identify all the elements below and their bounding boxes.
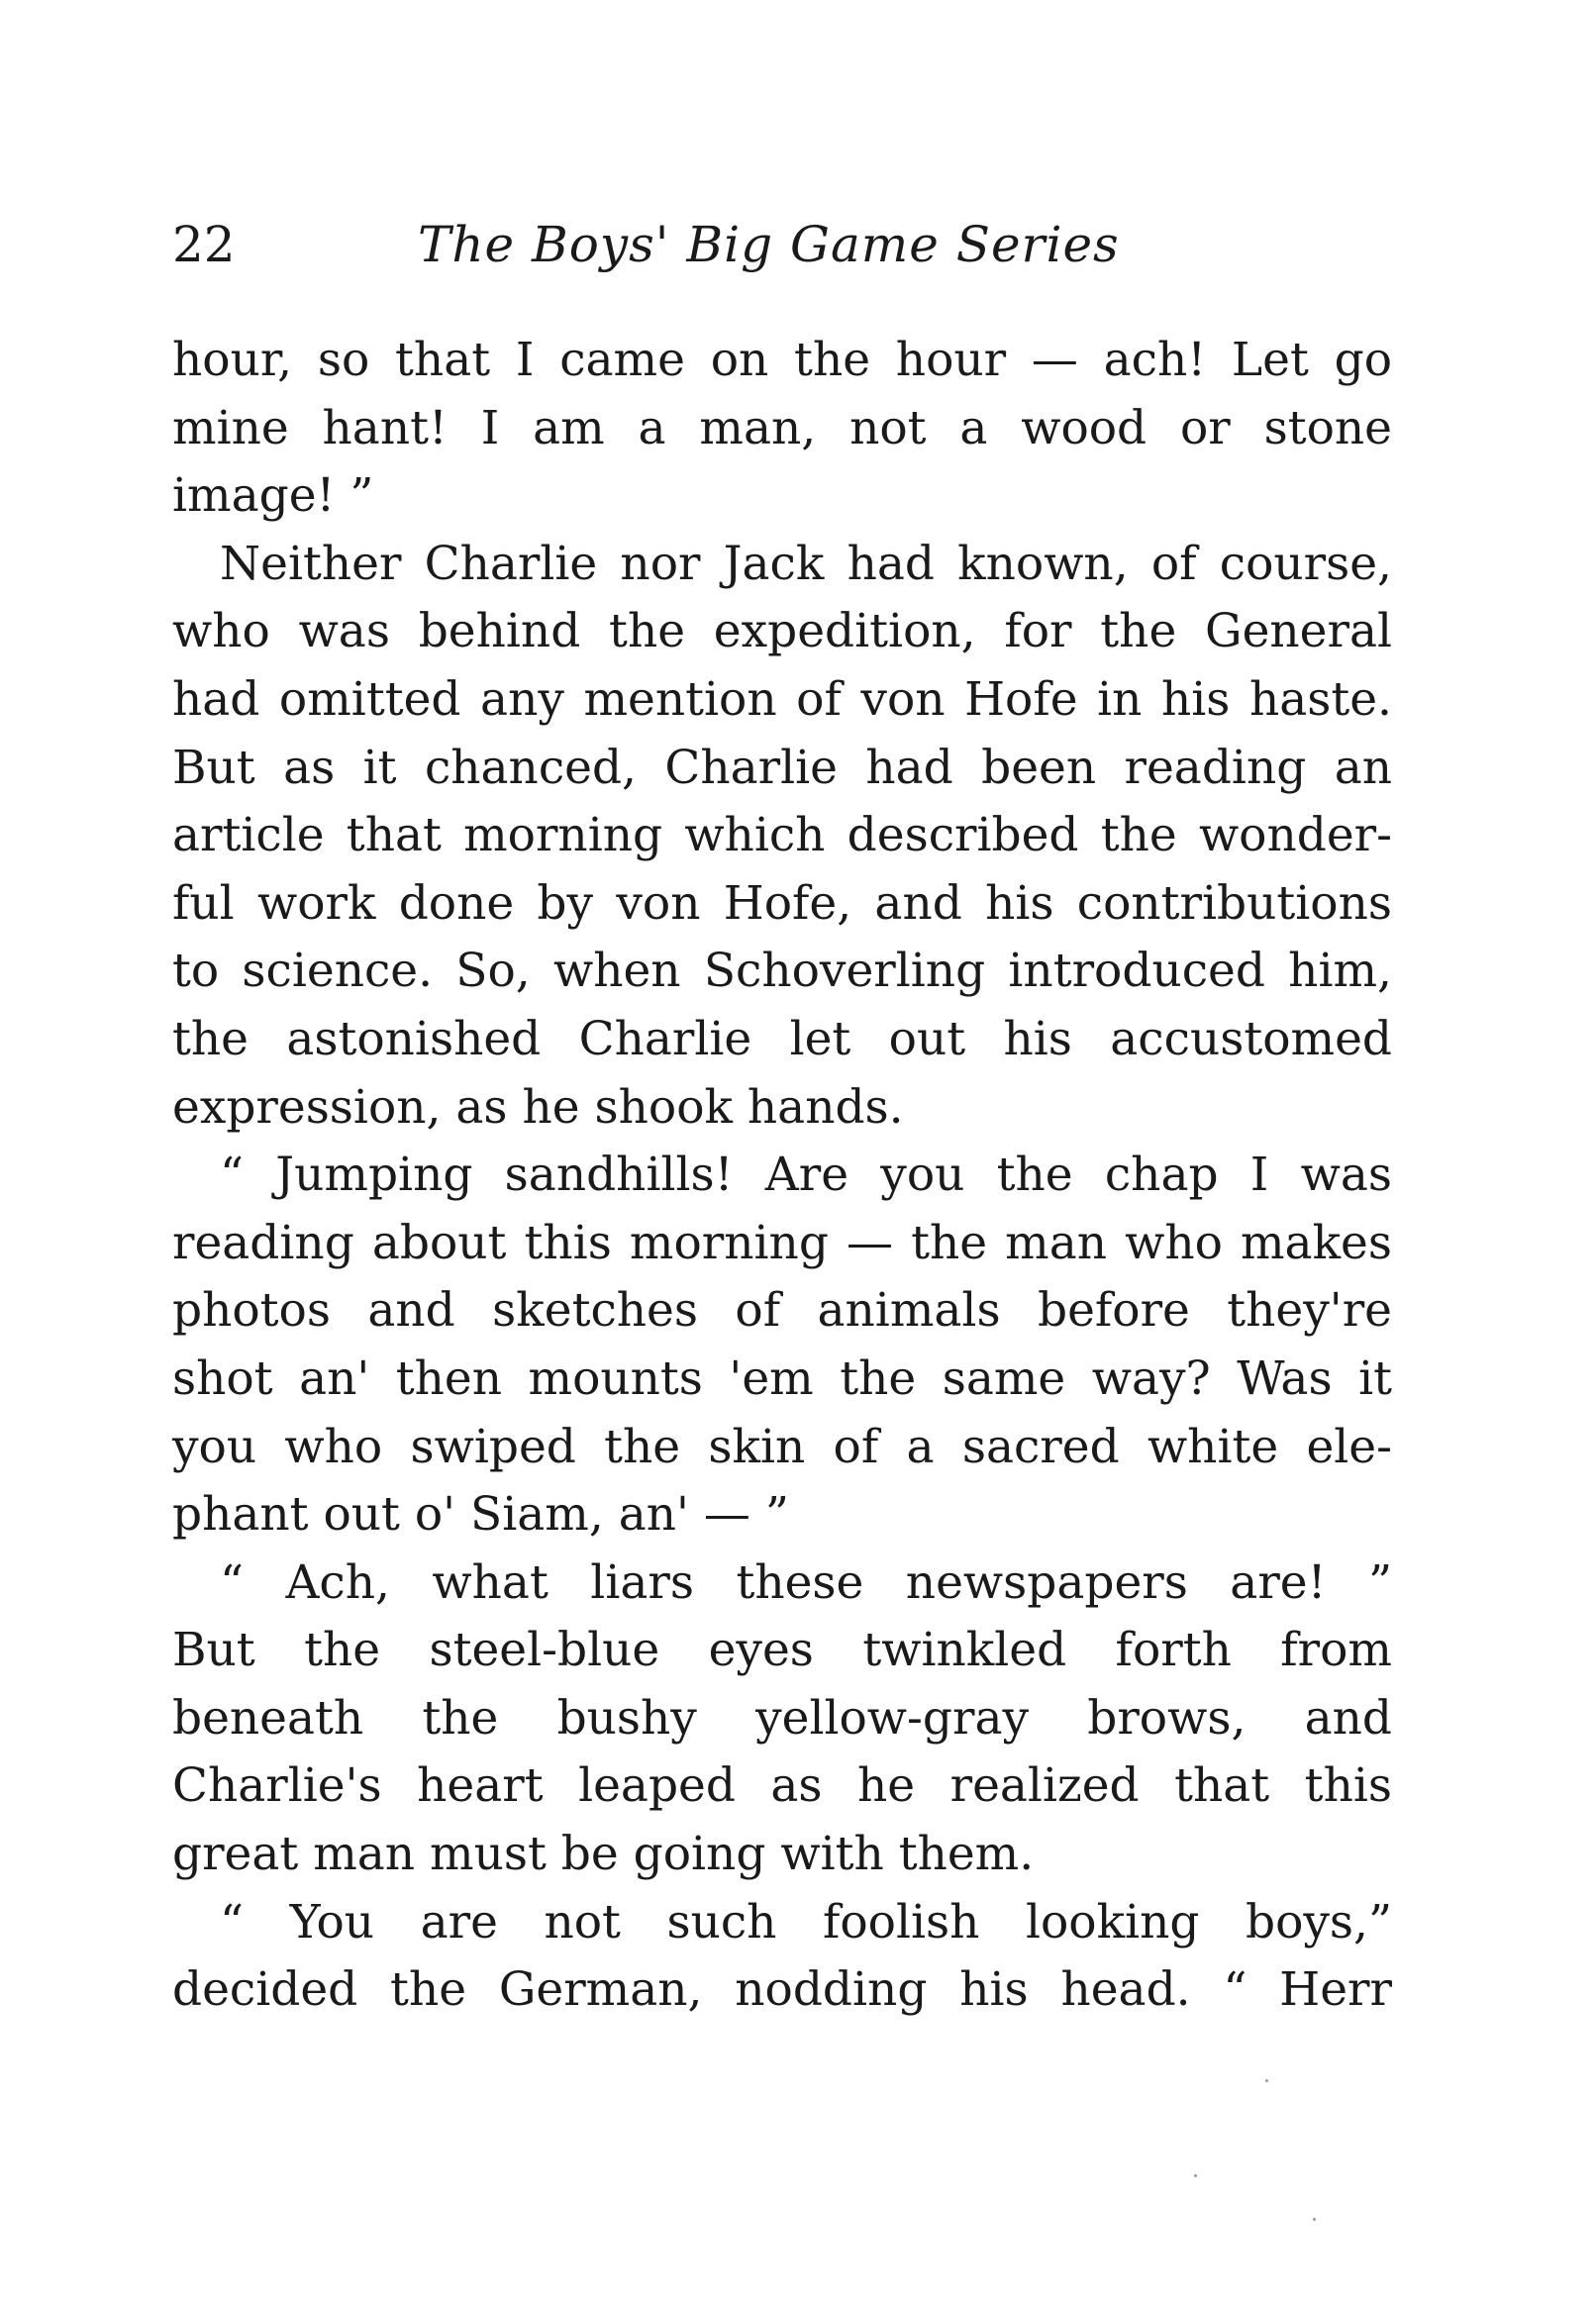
text-line: to science. So, when Schoverling introduced him, <box>172 944 1392 999</box>
text-line: great man must be going with them. <box>172 1827 1035 1882</box>
body-text <box>172 327 1392 2025</box>
page-number: 22 <box>172 216 236 273</box>
text-line: ful work done by von Hofe, and his contributions <box>172 875 1392 931</box>
speck <box>1313 2218 1316 2221</box>
text-line: who was behind the expedition, for the General <box>172 604 1392 659</box>
text-line: expression, as he shook hands. <box>172 1079 904 1135</box>
text-line: But as it chanced, Charlie had been reading an <box>172 740 1392 795</box>
text-line: But the steel-blue eyes twinkled forth from <box>172 1623 1392 1678</box>
speck <box>1194 2174 1197 2177</box>
text-line: image! ” <box>172 468 374 524</box>
text-line: “ You are not such foolish looking boys,” <box>220 1894 1392 1949</box>
text-line: Neither Charlie nor Jack had known, of course, <box>220 536 1392 591</box>
text-line: reading about this morning — the man who makes <box>172 1215 1392 1270</box>
text-line: photos and sketches of animals before they're <box>172 1283 1392 1339</box>
text-line: had omitted any mention of von Hofe in his haste. <box>172 671 1392 727</box>
text-line: article that morning which described the wonder- <box>172 808 1392 863</box>
text-line: “ Ach, what liars these newspapers are! ” <box>220 1554 1392 1610</box>
text-line: “ Jumping sandhills! Are you the chap I was <box>220 1148 1392 1203</box>
text-line: the astonished Charlie let out his accustomed <box>172 1011 1392 1066</box>
speck <box>1265 2079 1268 2082</box>
text-line: decided the German, nodding his head. “ Herr <box>172 1962 1392 2018</box>
running-head <box>172 210 1400 279</box>
book-title: The Boys' Big Game Series <box>418 216 1120 273</box>
text-line: Charlie's heart leaped as he realized that this <box>172 1758 1392 1814</box>
text-line: beneath the bushy yellow-gray brows, and <box>172 1690 1392 1746</box>
text-line: mine hant! I am a man, not a wood or stone <box>172 400 1392 455</box>
text-line: you who swiped the skin of a sacred white ele- <box>172 1419 1392 1474</box>
text-line: phant out o' Siam, an' — ” <box>172 1487 789 1543</box>
text-line: shot an' then mounts 'em the same way? Was it <box>172 1350 1392 1406</box>
text-line: hour, so that I came on the hour — ach! Let go <box>172 333 1392 387</box>
